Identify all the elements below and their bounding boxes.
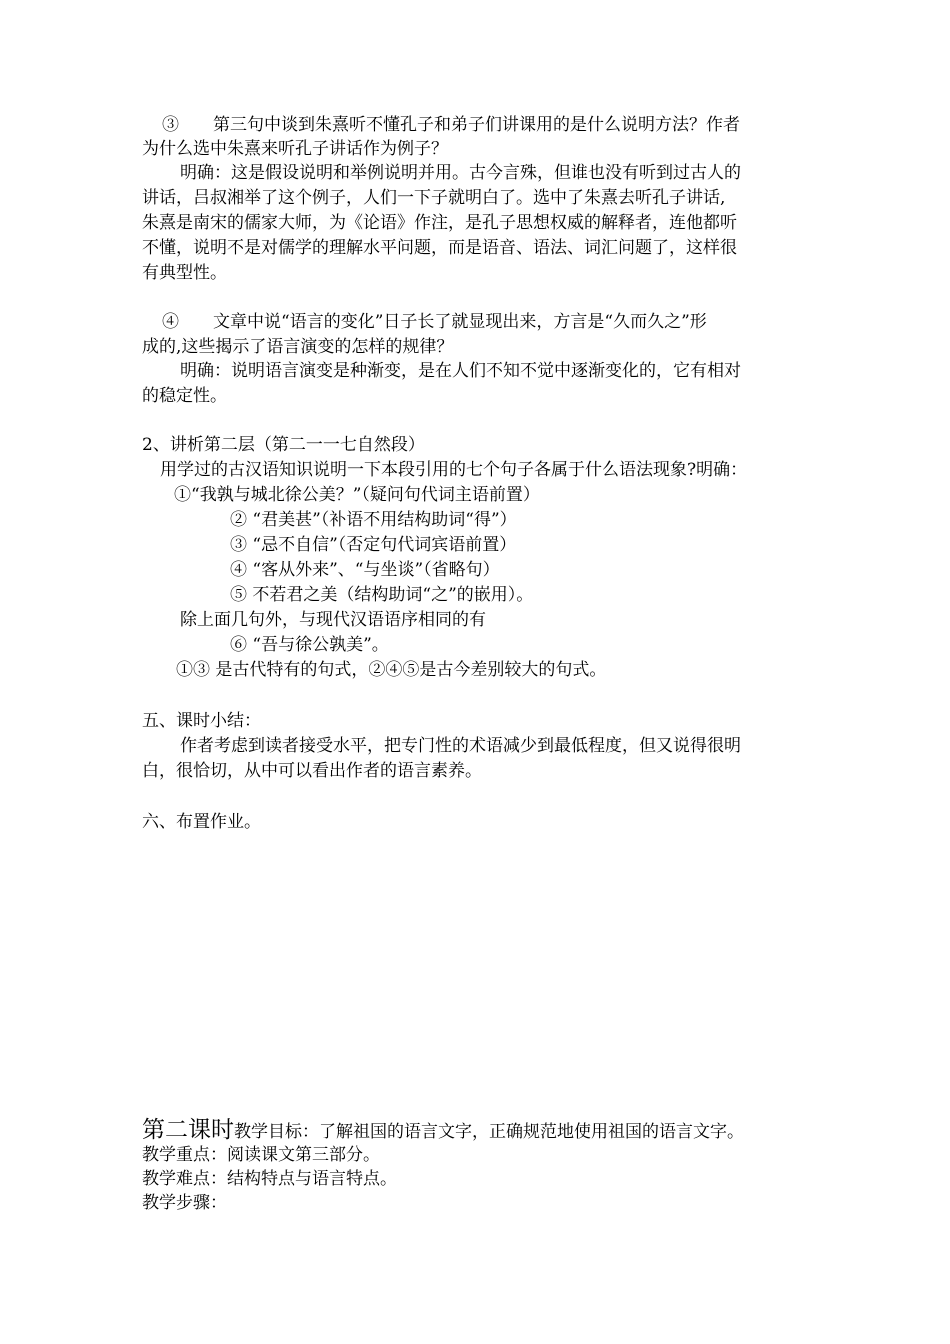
grammar-item-1: ①“我孰与城北徐公美？”（疑问句代词主语前置） xyxy=(174,485,540,505)
lesson-2-steps: 教学步骤： xyxy=(142,1193,227,1213)
summary-line: ①③ 是古代特有的句式，②④⑤是古今差别较大的句式。 xyxy=(176,660,607,680)
answer-4-line-1: 明确：说明语言演变是种渐变，是在人们不知不觉中逐渐变化的，它有相对 xyxy=(180,361,741,381)
question-4-line-1: ④ 文章中说“语言的变化”日子长了就显现出来，方言是“久而久之”形 xyxy=(162,312,707,332)
except-line: 除上面几句外，与现代汉语语序相同的有 xyxy=(180,610,486,630)
question-4-line-2: 成的,这些揭示了语言演变的怎样的规律？ xyxy=(142,337,454,357)
section-6-heading: 六、布置作业。 xyxy=(142,812,261,832)
section-5-body-1: 作者考虑到读者接受水平，把专门性的术语减少到最低程度，但又说得很明 xyxy=(180,736,741,756)
lesson-2-difficulty: 教学难点：结构特点与语言特点。 xyxy=(142,1169,397,1189)
answer-3-line-3: 朱熹是南宋的儒家大师，为《论语》作注，是孔子思想权威的解释者，连他都听 xyxy=(142,213,737,233)
lesson-2-goal-line xyxy=(142,1118,744,1145)
lesson-2-key: 教学重点：阅读课文第三部分。 xyxy=(142,1145,380,1165)
grammar-item-3: ③ “忌不自信”（否定句代词宾语前置） xyxy=(230,535,517,555)
answer-3-line-4: 不懂，说明不是对儒学的理解水平问题，而是语音、语法、词汇问题了，这样很 xyxy=(142,238,737,258)
section-5-heading: 五、课时小结： xyxy=(142,711,261,731)
question-3-line-1: ③ 第三句中谈到朱熹听不懂孔子和弟子们讲课用的是什么说明方法？作者 xyxy=(162,115,740,135)
lesson-2-title: 第二课时 xyxy=(142,1117,234,1143)
question-3-line-2: 为什么选中朱熹来听孔子讲话作为例子？ xyxy=(142,139,448,159)
grammar-item-4: ④ “客从外来”、“与坐谈”（省略句） xyxy=(230,560,500,580)
grammar-item-2: ② “君美甚”（补语不用结构助词“得”） xyxy=(230,510,517,530)
lesson-2-goal: 教学目标：了解祖国的语言文字，正确规范地使用祖国的语言文字。 xyxy=(234,1122,744,1142)
section-2-intro: 用学过的古汉语知识说明一下本段引用的七个句子各属于什么语法现象?明确： xyxy=(160,460,748,480)
answer-3-line-5: 有典型性。 xyxy=(142,263,227,283)
grammar-item-5: ⑤ 不若君之美（结构助词“之”的嵌用）。 xyxy=(230,585,534,605)
section-2-heading: 2、讲析第二层（第二一一七自然段） xyxy=(142,435,425,455)
section-5-body-2: 白，很恰切，从中可以看出作者的语言素养。 xyxy=(142,761,482,781)
grammar-item-6: ⑥ “吾与徐公孰美”。 xyxy=(230,635,389,655)
answer-3-line-2: 讲话，吕叔湘举了这个例子，人们一下子就明白了。选中了朱熹去听孔子讲话, xyxy=(142,188,726,208)
answer-4-line-2: 的稳定性。 xyxy=(142,386,227,406)
answer-3-line-1: 明确：这是假设说明和举例说明并用。古今言殊，但谁也没有听到过古人的 xyxy=(180,163,741,183)
